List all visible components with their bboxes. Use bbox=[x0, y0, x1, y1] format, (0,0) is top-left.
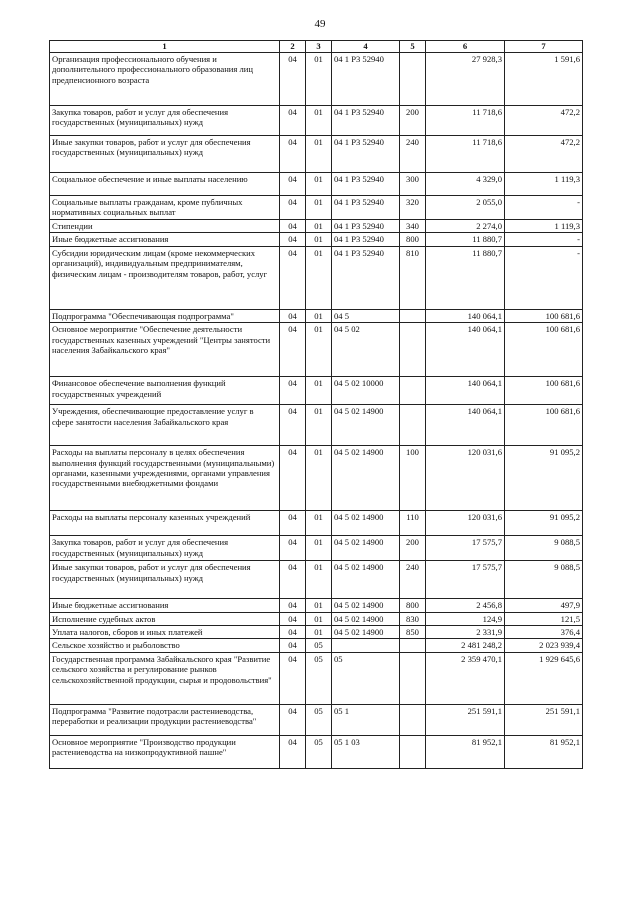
section-cell: 04 bbox=[280, 704, 306, 735]
amount-cell: 11 880,7 bbox=[426, 233, 505, 246]
subsection-cell: 01 bbox=[306, 196, 332, 220]
section-cell: 04 bbox=[280, 196, 306, 220]
section-cell: 04 bbox=[280, 652, 306, 704]
expense-type-cell bbox=[400, 639, 426, 652]
amount-cell: 140 064,1 bbox=[426, 309, 505, 322]
expense-type-cell: 240 bbox=[400, 136, 426, 173]
row-name-cell: Подпрограмма "Развитие подотрасли растениеводства, переработки и реализации продукции растениеводства" bbox=[50, 704, 280, 735]
amount-cell: 2 274,0 bbox=[426, 220, 505, 233]
expense-type-cell: 200 bbox=[400, 106, 426, 136]
subsection-cell: 01 bbox=[306, 53, 332, 106]
expense-type-cell: 300 bbox=[400, 173, 426, 196]
amount-cell: 140 064,1 bbox=[426, 323, 505, 377]
expense-type-cell: 800 bbox=[400, 233, 426, 246]
amount-cell: 140 064,1 bbox=[426, 377, 505, 405]
subsection-cell: 01 bbox=[306, 220, 332, 233]
row-name-cell: Основное мероприятие "Производство продукции растениеводства на низкопродуктивной пашне" bbox=[50, 735, 280, 768]
amount-cell: - bbox=[505, 246, 583, 309]
table-row bbox=[50, 511, 583, 536]
header-cell: 4 bbox=[332, 41, 400, 53]
amount-cell: 17 575,7 bbox=[426, 536, 505, 561]
target-article-cell: 04 5 02 14900 bbox=[332, 599, 400, 612]
row-name-cell: Основное мероприятие "Обеспечение деятельности государственных казенных учреждений "Центры занятости населения Забайкальского края" bbox=[50, 323, 280, 377]
amount-cell: 100 681,6 bbox=[505, 323, 583, 377]
amount-cell: 11 718,6 bbox=[426, 136, 505, 173]
target-article-cell: 04 5 02 bbox=[332, 323, 400, 377]
row-name-cell: Социальное обеспечение и иные выплаты населению bbox=[50, 173, 280, 196]
row-name-cell: Иные бюджетные ассигнования bbox=[50, 599, 280, 612]
header-cell: 6 bbox=[426, 41, 505, 53]
target-article-cell: 04 5 02 14900 bbox=[332, 561, 400, 599]
section-cell: 04 bbox=[280, 220, 306, 233]
amount-cell: 2 359 470,1 bbox=[426, 652, 505, 704]
section-cell: 04 bbox=[280, 106, 306, 136]
row-name-cell: Социальные выплаты гражданам, кроме публичных нормативных социальных выплат bbox=[50, 196, 280, 220]
row-name-cell: Финансовое обеспечение выполнения функций государственных учреждений bbox=[50, 377, 280, 405]
expense-type-cell bbox=[400, 309, 426, 322]
table-row bbox=[50, 446, 583, 511]
row-name-cell: Стипендии bbox=[50, 220, 280, 233]
amount-cell: - bbox=[505, 196, 583, 220]
page-number: 49 bbox=[314, 18, 326, 30]
header-cell: 2 bbox=[280, 41, 306, 53]
subsection-cell: 01 bbox=[306, 106, 332, 136]
table-row bbox=[50, 53, 583, 106]
table-row bbox=[50, 652, 583, 704]
subsection-cell: 05 bbox=[306, 652, 332, 704]
section-cell: 04 bbox=[280, 612, 306, 625]
amount-cell: 81 952,1 bbox=[505, 735, 583, 768]
target-article-cell: 04 5 02 14900 bbox=[332, 536, 400, 561]
expense-type-cell: 340 bbox=[400, 220, 426, 233]
subsection-cell: 01 bbox=[306, 599, 332, 612]
amount-cell: 11 718,6 bbox=[426, 106, 505, 136]
expense-type-cell bbox=[400, 405, 426, 446]
section-cell: 04 bbox=[280, 639, 306, 652]
table-row bbox=[50, 106, 583, 136]
amount-cell: - bbox=[505, 233, 583, 246]
amount-cell: 9 088,5 bbox=[505, 536, 583, 561]
subsection-cell: 01 bbox=[306, 536, 332, 561]
amount-cell: 27 928,3 bbox=[426, 53, 505, 106]
section-cell: 04 bbox=[280, 735, 306, 768]
amount-cell: 497,9 bbox=[505, 599, 583, 612]
subsection-cell: 05 bbox=[306, 704, 332, 735]
amount-cell: 1 929 645,6 bbox=[505, 652, 583, 704]
amount-cell: 100 681,6 bbox=[505, 405, 583, 446]
table-row bbox=[50, 233, 583, 246]
section-cell: 04 bbox=[280, 377, 306, 405]
section-cell: 04 bbox=[280, 626, 306, 639]
section-cell: 04 bbox=[280, 599, 306, 612]
target-article-cell: 04 1 P3 52940 bbox=[332, 136, 400, 173]
header-cell: 3 bbox=[306, 41, 332, 53]
table-row bbox=[50, 405, 583, 446]
subsection-cell: 01 bbox=[306, 612, 332, 625]
table-row bbox=[50, 196, 583, 220]
header-cell: 1 bbox=[50, 41, 280, 53]
amount-cell: 251 591,1 bbox=[505, 704, 583, 735]
target-article-cell: 04 1 P3 52940 bbox=[332, 246, 400, 309]
expense-type-cell: 240 bbox=[400, 561, 426, 599]
header-row bbox=[50, 41, 583, 53]
subsection-cell: 01 bbox=[306, 173, 332, 196]
amount-cell: 2 331,9 bbox=[426, 626, 505, 639]
section-cell: 04 bbox=[280, 309, 306, 322]
target-article-cell: 05 1 03 bbox=[332, 735, 400, 768]
target-article-cell: 04 5 02 14900 bbox=[332, 626, 400, 639]
subsection-cell: 01 bbox=[306, 233, 332, 246]
table-row bbox=[50, 173, 583, 196]
subsection-cell: 05 bbox=[306, 735, 332, 768]
table-row bbox=[50, 735, 583, 768]
subsection-cell: 01 bbox=[306, 446, 332, 511]
amount-cell: 124,9 bbox=[426, 612, 505, 625]
amount-cell: 11 880,7 bbox=[426, 246, 505, 309]
section-cell: 04 bbox=[280, 536, 306, 561]
amount-cell: 17 575,7 bbox=[426, 561, 505, 599]
subsection-cell: 01 bbox=[306, 309, 332, 322]
expense-type-cell: 100 bbox=[400, 446, 426, 511]
amount-cell: 100 681,6 bbox=[505, 377, 583, 405]
row-name-cell: Закупка товаров, работ и услуг для обеспечения государственных (муниципальных) нужд bbox=[50, 536, 280, 561]
expense-type-cell bbox=[400, 377, 426, 405]
row-name-cell: Уплата налогов, сборов и иных платежей bbox=[50, 626, 280, 639]
row-name-cell: Иные закупки товаров, работ и услуг для обеспечения государственных (муниципальных) нужд bbox=[50, 561, 280, 599]
amount-cell: 91 095,2 bbox=[505, 446, 583, 511]
expense-type-cell bbox=[400, 735, 426, 768]
expense-type-cell bbox=[400, 53, 426, 106]
target-article-cell: 04 1 P3 52940 bbox=[332, 106, 400, 136]
table-row bbox=[50, 377, 583, 405]
subsection-cell: 01 bbox=[306, 323, 332, 377]
section-cell: 04 bbox=[280, 511, 306, 536]
table-row bbox=[50, 626, 583, 639]
row-name-cell: Иные закупки товаров, работ и услуг для обеспечения государственных (муниципальных) нужд bbox=[50, 136, 280, 173]
target-article-cell: 04 5 02 14900 bbox=[332, 612, 400, 625]
row-name-cell: Исполнение судебных актов bbox=[50, 612, 280, 625]
subsection-cell: 01 bbox=[306, 405, 332, 446]
table-row bbox=[50, 612, 583, 625]
table-row bbox=[50, 246, 583, 309]
target-article-cell: 04 5 02 14900 bbox=[332, 446, 400, 511]
expense-type-cell bbox=[400, 652, 426, 704]
subsection-cell: 01 bbox=[306, 136, 332, 173]
target-article-cell: 04 1 P3 52940 bbox=[332, 233, 400, 246]
expense-type-cell: 850 bbox=[400, 626, 426, 639]
amount-cell: 1 119,3 bbox=[505, 220, 583, 233]
target-article-cell: 04 5 bbox=[332, 309, 400, 322]
section-cell: 04 bbox=[280, 173, 306, 196]
subsection-cell: 05 bbox=[306, 639, 332, 652]
target-article-cell: 04 5 02 14900 bbox=[332, 405, 400, 446]
amount-cell: 376,4 bbox=[505, 626, 583, 639]
target-article-cell bbox=[332, 639, 400, 652]
amount-cell: 472,2 bbox=[505, 136, 583, 173]
table-row bbox=[50, 309, 583, 322]
amount-cell: 120 031,6 bbox=[426, 511, 505, 536]
table-row bbox=[50, 704, 583, 735]
section-cell: 04 bbox=[280, 405, 306, 446]
subsection-cell: 01 bbox=[306, 246, 332, 309]
section-cell: 04 bbox=[280, 561, 306, 599]
expense-type-cell: 200 bbox=[400, 536, 426, 561]
target-article-cell: 05 bbox=[332, 652, 400, 704]
amount-cell: 140 064,1 bbox=[426, 405, 505, 446]
header-cell: 7 bbox=[505, 41, 583, 53]
amount-cell: 2 481 248,2 bbox=[426, 639, 505, 652]
header-cell: 5 bbox=[400, 41, 426, 53]
row-name-cell: Закупка товаров, работ и услуг для обеспечения государственных (муниципальных) нужд bbox=[50, 106, 280, 136]
amount-cell: 1 119,3 bbox=[505, 173, 583, 196]
row-name-cell: Подпрограмма "Обеспечивающая подпрограмма" bbox=[50, 309, 280, 322]
target-article-cell: 04 5 02 10000 bbox=[332, 377, 400, 405]
target-article-cell: 04 5 02 14900 bbox=[332, 511, 400, 536]
expense-type-cell: 110 bbox=[400, 511, 426, 536]
amount-cell: 120 031,6 bbox=[426, 446, 505, 511]
subsection-cell: 01 bbox=[306, 561, 332, 599]
expense-type-cell bbox=[400, 704, 426, 735]
section-cell: 04 bbox=[280, 246, 306, 309]
row-name-cell: Субсидии юридическим лицам (кроме некоммерческих организаций), индивидуальным предпринимателям, физическим лицам - производителям товаров, работ, услуг bbox=[50, 246, 280, 309]
amount-cell: 100 681,6 bbox=[505, 309, 583, 322]
table-row bbox=[50, 536, 583, 561]
table-row bbox=[50, 323, 583, 377]
amount-cell: 472,2 bbox=[505, 106, 583, 136]
amount-cell: 2 456,8 bbox=[426, 599, 505, 612]
section-cell: 04 bbox=[280, 136, 306, 173]
amount-cell: 9 088,5 bbox=[505, 561, 583, 599]
table-row bbox=[50, 599, 583, 612]
row-name-cell: Расходы на выплаты персоналу в целях обеспечения выполнения функций государственными (муниципальными) органами, казенными учреждениями, органами управления государственными внебюджетными фондами bbox=[50, 446, 280, 511]
amount-cell: 2 023 939,4 bbox=[505, 639, 583, 652]
budget-table bbox=[49, 40, 583, 769]
subsection-cell: 01 bbox=[306, 377, 332, 405]
section-cell: 04 bbox=[280, 233, 306, 246]
row-name-cell: Учреждения, обеспечивающие предоставление услуг в сфере занятости населения Забайкальского края bbox=[50, 405, 280, 446]
row-name-cell: Государственная программа Забайкальского края "Развитие сельского хозяйства и регулирование рынков сельскохозяйственной продукции, сырья и продовольствия" bbox=[50, 652, 280, 704]
target-article-cell: 04 1 P3 52940 bbox=[332, 196, 400, 220]
expense-type-cell: 320 bbox=[400, 196, 426, 220]
row-name-cell: Иные бюджетные ассигнования bbox=[50, 233, 280, 246]
expense-type-cell: 830 bbox=[400, 612, 426, 625]
subsection-cell: 01 bbox=[306, 511, 332, 536]
amount-cell: 251 591,1 bbox=[426, 704, 505, 735]
target-article-cell: 04 1 P3 52940 bbox=[332, 220, 400, 233]
expense-type-cell: 810 bbox=[400, 246, 426, 309]
target-article-cell: 04 1 P3 52940 bbox=[332, 53, 400, 106]
amount-cell: 4 329,0 bbox=[426, 173, 505, 196]
amount-cell: 1 591,6 bbox=[505, 53, 583, 106]
amount-cell: 91 095,2 bbox=[505, 511, 583, 536]
section-cell: 04 bbox=[280, 323, 306, 377]
amount-cell: 2 055,0 bbox=[426, 196, 505, 220]
table-row bbox=[50, 136, 583, 173]
target-article-cell: 04 1 P3 52940 bbox=[332, 173, 400, 196]
table-row bbox=[50, 561, 583, 599]
table-row bbox=[50, 639, 583, 652]
expense-type-cell: 800 bbox=[400, 599, 426, 612]
section-cell: 04 bbox=[280, 53, 306, 106]
section-cell: 04 bbox=[280, 446, 306, 511]
row-name-cell: Организация профессионального обучения и дополнительного профессионального образования лиц предпенсионного возраста bbox=[50, 53, 280, 106]
amount-cell: 81 952,1 bbox=[426, 735, 505, 768]
row-name-cell: Сельское хозяйство и рыболовство bbox=[50, 639, 280, 652]
amount-cell: 121,5 bbox=[505, 612, 583, 625]
subsection-cell: 01 bbox=[306, 626, 332, 639]
target-article-cell: 05 1 bbox=[332, 704, 400, 735]
expense-type-cell bbox=[400, 323, 426, 377]
table-row bbox=[50, 220, 583, 233]
row-name-cell: Расходы на выплаты персоналу казенных учреждений bbox=[50, 511, 280, 536]
